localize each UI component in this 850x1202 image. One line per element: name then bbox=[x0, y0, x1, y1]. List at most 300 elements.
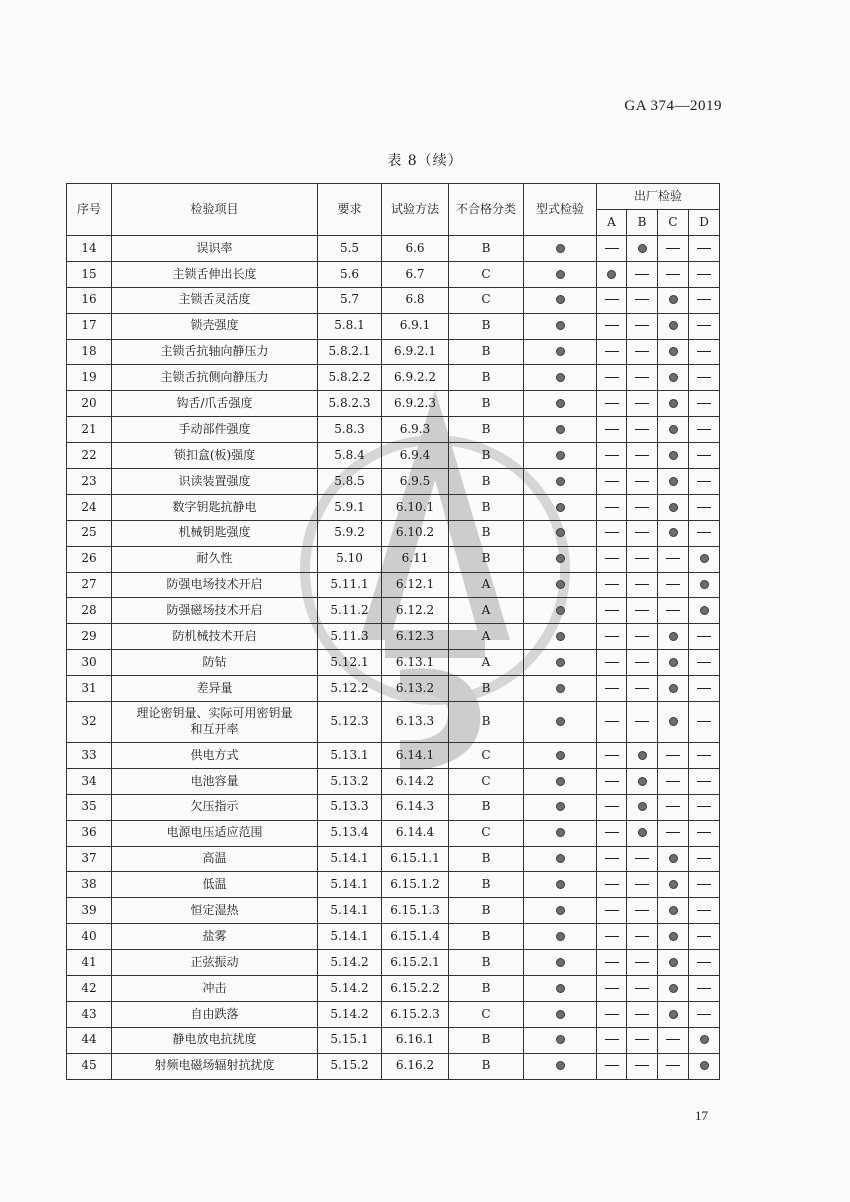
cell-seq: 16 bbox=[67, 287, 112, 313]
cell-mark-d bbox=[689, 650, 720, 676]
cell-seq: 24 bbox=[67, 494, 112, 520]
cell-method: 6.9.2.2 bbox=[382, 365, 449, 391]
cell-nonconform: B bbox=[449, 469, 524, 495]
cell-mark-b bbox=[627, 572, 658, 598]
cell-mark-a bbox=[597, 520, 627, 546]
cell-mark-d bbox=[689, 365, 720, 391]
cell-mark-d bbox=[689, 520, 720, 546]
filled-dot-icon bbox=[556, 854, 565, 863]
cell-mark-b bbox=[627, 676, 658, 702]
cell-nonconform: B bbox=[449, 976, 524, 1002]
cell-nonconform: B bbox=[449, 794, 524, 820]
cell-mark-a bbox=[597, 676, 627, 702]
cell-mark-d bbox=[689, 872, 720, 898]
filled-dot-icon bbox=[669, 373, 678, 382]
cell-nonconform: B bbox=[449, 417, 524, 443]
cell-mark-d bbox=[689, 417, 720, 443]
cell-mark-d bbox=[689, 572, 720, 598]
dash-icon bbox=[605, 455, 619, 456]
col-header-b: B bbox=[627, 210, 658, 236]
dash-icon bbox=[697, 662, 711, 663]
cell-mark-c bbox=[658, 743, 689, 769]
cell-mark-t bbox=[524, 924, 597, 950]
cell-seq: 34 bbox=[67, 768, 112, 794]
dash-icon bbox=[605, 377, 619, 378]
cell-mark-c bbox=[658, 339, 689, 365]
cell-mark-d bbox=[689, 676, 720, 702]
dash-icon bbox=[635, 299, 649, 300]
cell-mark-t bbox=[524, 313, 597, 339]
cell-mark-d bbox=[689, 768, 720, 794]
cell-requirement: 5.11.2 bbox=[318, 598, 382, 624]
page-number: 17 bbox=[695, 1108, 708, 1123]
cell-nonconform: A bbox=[449, 572, 524, 598]
cell-method: 6.13.2 bbox=[382, 676, 449, 702]
cell-mark-t bbox=[524, 339, 597, 365]
cell-nonconform: B bbox=[449, 391, 524, 417]
cell-mark-b bbox=[627, 598, 658, 624]
cell-mark-d bbox=[689, 443, 720, 469]
inspection-table bbox=[66, 183, 720, 1080]
cell-item: 主锁舌伸出长度 bbox=[112, 261, 318, 287]
cell-mark-c bbox=[658, 872, 689, 898]
cell-requirement: 5.14.2 bbox=[318, 976, 382, 1002]
filled-dot-icon bbox=[556, 373, 565, 382]
cell-mark-t bbox=[524, 898, 597, 924]
filled-dot-icon bbox=[556, 684, 565, 693]
cell-mark-b bbox=[627, 261, 658, 287]
cell-mark-c bbox=[658, 365, 689, 391]
cell-nonconform: B bbox=[449, 676, 524, 702]
cell-mark-c bbox=[658, 494, 689, 520]
filled-dot-icon bbox=[669, 321, 678, 330]
filled-dot-icon bbox=[669, 684, 678, 693]
cell-method: 6.10.2 bbox=[382, 520, 449, 546]
cell-requirement: 5.6 bbox=[318, 261, 382, 287]
cell-seq: 36 bbox=[67, 820, 112, 846]
table-row bbox=[67, 572, 720, 598]
cell-mark-b bbox=[627, 313, 658, 339]
dash-icon bbox=[605, 781, 619, 782]
cell-mark-a bbox=[597, 261, 627, 287]
cell-item: 供电方式 bbox=[112, 743, 318, 769]
cell-mark-a bbox=[597, 391, 627, 417]
cell-item: 高温 bbox=[112, 846, 318, 872]
cell-item: 防强电场技术开启 bbox=[112, 572, 318, 598]
cell-seq: 30 bbox=[67, 650, 112, 676]
dash-icon bbox=[605, 429, 619, 430]
dash-icon bbox=[666, 610, 680, 611]
cell-mark-a bbox=[597, 443, 627, 469]
dash-icon bbox=[697, 1014, 711, 1015]
cell-nonconform: C bbox=[449, 1001, 524, 1027]
cell-nonconform: B bbox=[449, 1027, 524, 1053]
table-row bbox=[67, 846, 720, 872]
table-row bbox=[67, 624, 720, 650]
cell-mark-b bbox=[627, 820, 658, 846]
dash-icon bbox=[605, 806, 619, 807]
filled-dot-icon bbox=[669, 425, 678, 434]
dash-icon bbox=[697, 755, 711, 756]
cell-nonconform: C bbox=[449, 743, 524, 769]
dash-icon bbox=[635, 274, 649, 275]
filled-dot-icon bbox=[669, 958, 678, 967]
dash-icon bbox=[697, 351, 711, 352]
cell-mark-c bbox=[658, 417, 689, 443]
cell-mark-d bbox=[689, 236, 720, 262]
cell-mark-d bbox=[689, 391, 720, 417]
cell-nonconform: B bbox=[449, 313, 524, 339]
cell-mark-b bbox=[627, 391, 658, 417]
cell-mark-d bbox=[689, 546, 720, 572]
col-header-nonconform: 不合格分类 bbox=[449, 184, 524, 236]
dash-icon bbox=[697, 806, 711, 807]
dash-icon bbox=[635, 936, 649, 937]
cell-item: 钩舌/爪舌强度 bbox=[112, 391, 318, 417]
filled-dot-icon bbox=[556, 399, 565, 408]
cell-nonconform: C bbox=[449, 261, 524, 287]
filled-dot-icon bbox=[556, 717, 565, 726]
cell-item: 锁扣盒(板)强度 bbox=[112, 443, 318, 469]
cell-mark-d bbox=[689, 287, 720, 313]
cell-mark-c bbox=[658, 469, 689, 495]
cell-nonconform: A bbox=[449, 650, 524, 676]
cell-mark-b bbox=[627, 768, 658, 794]
cell-mark-d bbox=[689, 924, 720, 950]
dash-icon bbox=[605, 832, 619, 833]
filled-dot-icon bbox=[669, 854, 678, 863]
dash-icon bbox=[605, 351, 619, 352]
cell-seq: 23 bbox=[67, 469, 112, 495]
filled-dot-icon bbox=[669, 1010, 678, 1019]
cell-method: 6.15.2.3 bbox=[382, 1001, 449, 1027]
cell-mark-b bbox=[627, 1027, 658, 1053]
cell-mark-b bbox=[627, 743, 658, 769]
table-row bbox=[67, 236, 720, 262]
cell-mark-d bbox=[689, 950, 720, 976]
cell-mark-c bbox=[658, 624, 689, 650]
col-header-seq: 序号 bbox=[67, 184, 112, 236]
filled-dot-icon bbox=[556, 580, 565, 589]
cell-item: 手动部件强度 bbox=[112, 417, 318, 443]
cell-method: 6.15.1.3 bbox=[382, 898, 449, 924]
dash-icon bbox=[666, 1039, 680, 1040]
cell-mark-a bbox=[597, 365, 627, 391]
cell-nonconform: B bbox=[449, 443, 524, 469]
cell-mark-b bbox=[627, 624, 658, 650]
table-body bbox=[67, 236, 720, 1080]
cell-requirement: 5.10 bbox=[318, 546, 382, 572]
cell-item: 防钻 bbox=[112, 650, 318, 676]
cell-mark-a bbox=[597, 1001, 627, 1027]
cell-mark-a bbox=[597, 650, 627, 676]
filled-dot-icon bbox=[669, 658, 678, 667]
filled-dot-icon bbox=[638, 802, 647, 811]
filled-dot-icon bbox=[669, 451, 678, 460]
cell-seq: 22 bbox=[67, 443, 112, 469]
cell-item: 主锁舌灵活度 bbox=[112, 287, 318, 313]
cell-nonconform: B bbox=[449, 846, 524, 872]
cell-mark-c bbox=[658, 898, 689, 924]
dash-icon bbox=[697, 325, 711, 326]
filled-dot-icon bbox=[556, 1061, 565, 1070]
dash-icon bbox=[605, 688, 619, 689]
dash-icon bbox=[635, 584, 649, 585]
col-header-factory: 出厂检验 bbox=[597, 184, 720, 210]
filled-dot-icon bbox=[669, 632, 678, 641]
cell-method: 6.14.3 bbox=[382, 794, 449, 820]
cell-mark-d bbox=[689, 624, 720, 650]
cell-mark-a bbox=[597, 1053, 627, 1079]
table-title: 表 8（续） bbox=[387, 153, 463, 169]
cell-mark-a bbox=[597, 417, 627, 443]
cell-item: 锁壳强度 bbox=[112, 313, 318, 339]
cell-mark-c bbox=[658, 768, 689, 794]
cell-requirement: 5.8.2.2 bbox=[318, 365, 382, 391]
cell-seq: 44 bbox=[67, 1027, 112, 1053]
cell-requirement: 5.8.2.3 bbox=[318, 391, 382, 417]
filled-dot-icon bbox=[669, 347, 678, 356]
cell-requirement: 5.15.2 bbox=[318, 1053, 382, 1079]
table-row bbox=[67, 702, 720, 743]
cell-mark-b bbox=[627, 702, 658, 743]
cell-mark-t bbox=[524, 743, 597, 769]
cell-mark-d bbox=[689, 494, 720, 520]
cell-seq: 15 bbox=[67, 261, 112, 287]
dash-icon bbox=[666, 248, 680, 249]
dash-icon bbox=[697, 532, 711, 533]
cell-mark-t bbox=[524, 598, 597, 624]
cell-mark-b bbox=[627, 520, 658, 546]
cell-mark-t bbox=[524, 1053, 597, 1079]
table-row bbox=[67, 794, 720, 820]
cell-method: 6.14.2 bbox=[382, 768, 449, 794]
cell-requirement: 5.8.1 bbox=[318, 313, 382, 339]
cell-mark-d bbox=[689, 702, 720, 743]
dash-icon bbox=[635, 558, 649, 559]
cell-mark-t bbox=[524, 365, 597, 391]
cell-requirement: 5.14.1 bbox=[318, 846, 382, 872]
cell-mark-t bbox=[524, 287, 597, 313]
filled-dot-icon bbox=[556, 777, 565, 786]
cell-mark-a bbox=[597, 469, 627, 495]
cell-mark-a bbox=[597, 313, 627, 339]
cell-requirement: 5.8.4 bbox=[318, 443, 382, 469]
cell-item: 射频电磁场辐射抗扰度 bbox=[112, 1053, 318, 1079]
cell-mark-a bbox=[597, 598, 627, 624]
dash-icon bbox=[605, 507, 619, 508]
dash-icon bbox=[635, 884, 649, 885]
cell-mark-c bbox=[658, 976, 689, 1002]
cell-mark-t bbox=[524, 261, 597, 287]
cell-item: 盐雾 bbox=[112, 924, 318, 950]
cell-mark-b bbox=[627, 976, 658, 1002]
filled-dot-icon bbox=[556, 828, 565, 837]
dash-icon bbox=[635, 481, 649, 482]
cell-mark-b bbox=[627, 287, 658, 313]
cell-mark-b bbox=[627, 872, 658, 898]
cell-mark-c bbox=[658, 650, 689, 676]
dash-icon bbox=[605, 636, 619, 637]
cell-mark-t bbox=[524, 676, 597, 702]
cell-requirement: 5.13.2 bbox=[318, 768, 382, 794]
dash-icon bbox=[635, 532, 649, 533]
cell-mark-c bbox=[658, 1001, 689, 1027]
cell-mark-c bbox=[658, 236, 689, 262]
cell-mark-c bbox=[658, 702, 689, 743]
cell-method: 6.16.2 bbox=[382, 1053, 449, 1079]
cell-method: 6.9.2.1 bbox=[382, 339, 449, 365]
cell-mark-t bbox=[524, 768, 597, 794]
cell-requirement: 5.8.3 bbox=[318, 417, 382, 443]
dash-icon bbox=[697, 403, 711, 404]
dash-icon bbox=[666, 755, 680, 756]
cell-nonconform: B bbox=[449, 1053, 524, 1079]
filled-dot-icon bbox=[556, 802, 565, 811]
cell-requirement: 5.13.4 bbox=[318, 820, 382, 846]
col-header-type-test: 型式检验 bbox=[524, 184, 597, 236]
cell-seq: 31 bbox=[67, 676, 112, 702]
cell-method: 6.16.1 bbox=[382, 1027, 449, 1053]
filled-dot-icon bbox=[556, 270, 565, 279]
table-row bbox=[67, 768, 720, 794]
cell-mark-d bbox=[689, 313, 720, 339]
cell-seq: 14 bbox=[67, 236, 112, 262]
cell-method: 6.14.4 bbox=[382, 820, 449, 846]
cell-seq: 17 bbox=[67, 313, 112, 339]
cell-method: 6.9.3 bbox=[382, 417, 449, 443]
dash-icon bbox=[635, 1065, 649, 1066]
dash-icon bbox=[697, 429, 711, 430]
cell-item: 耐久性 bbox=[112, 546, 318, 572]
dash-icon bbox=[697, 781, 711, 782]
cell-mark-a bbox=[597, 768, 627, 794]
cell-method: 6.9.5 bbox=[382, 469, 449, 495]
cell-method: 6.9.2.3 bbox=[382, 391, 449, 417]
cell-seq: 42 bbox=[67, 976, 112, 1002]
cell-mark-d bbox=[689, 743, 720, 769]
cell-mark-b bbox=[627, 236, 658, 262]
dash-icon bbox=[605, 481, 619, 482]
cell-method: 6.8 bbox=[382, 287, 449, 313]
cell-nonconform: A bbox=[449, 598, 524, 624]
dash-icon bbox=[605, 558, 619, 559]
dash-icon bbox=[605, 988, 619, 989]
cell-mark-a bbox=[597, 976, 627, 1002]
col-header-c: C bbox=[658, 210, 689, 236]
cell-item: 正弦振动 bbox=[112, 950, 318, 976]
cell-method: 6.15.1.2 bbox=[382, 872, 449, 898]
dash-icon bbox=[605, 403, 619, 404]
filled-dot-icon bbox=[638, 751, 647, 760]
cell-nonconform: B bbox=[449, 950, 524, 976]
dash-icon bbox=[666, 1065, 680, 1066]
filled-dot-icon bbox=[700, 1061, 709, 1070]
cell-requirement: 5.14.1 bbox=[318, 898, 382, 924]
dash-icon bbox=[635, 351, 649, 352]
cell-item: 差异量 bbox=[112, 676, 318, 702]
dash-icon bbox=[697, 507, 711, 508]
filled-dot-icon bbox=[556, 451, 565, 460]
table-row bbox=[67, 261, 720, 287]
table-row bbox=[67, 339, 720, 365]
table-row bbox=[67, 391, 720, 417]
cell-item bbox=[112, 702, 318, 743]
cell-item: 数字钥匙抗静电 bbox=[112, 494, 318, 520]
table-row bbox=[67, 743, 720, 769]
cell-method: 6.15.1.4 bbox=[382, 924, 449, 950]
cell-nonconform: B bbox=[449, 898, 524, 924]
dash-icon bbox=[666, 274, 680, 275]
cell-mark-a bbox=[597, 236, 627, 262]
table-row bbox=[67, 898, 720, 924]
filled-dot-icon bbox=[556, 554, 565, 563]
dash-icon bbox=[635, 636, 649, 637]
cell-mark-c bbox=[658, 1027, 689, 1053]
filled-dot-icon bbox=[556, 295, 565, 304]
cell-seq: 37 bbox=[67, 846, 112, 872]
col-header-method: 试验方法 bbox=[382, 184, 449, 236]
dash-icon bbox=[635, 721, 649, 722]
cell-requirement: 5.5 bbox=[318, 236, 382, 262]
cell-nonconform: B bbox=[449, 339, 524, 365]
cell-method: 6.9.4 bbox=[382, 443, 449, 469]
cell-method: 6.7 bbox=[382, 261, 449, 287]
cell-mark-d bbox=[689, 898, 720, 924]
dash-icon bbox=[697, 962, 711, 963]
table-row bbox=[67, 1001, 720, 1027]
filled-dot-icon bbox=[669, 477, 678, 486]
cell-mark-t bbox=[524, 976, 597, 1002]
cell-requirement: 5.13.3 bbox=[318, 794, 382, 820]
dash-icon bbox=[635, 962, 649, 963]
dash-icon bbox=[666, 806, 680, 807]
cell-seq: 29 bbox=[67, 624, 112, 650]
cell-item: 恒定湿热 bbox=[112, 898, 318, 924]
filled-dot-icon bbox=[669, 984, 678, 993]
dash-icon bbox=[605, 584, 619, 585]
cell-seq: 19 bbox=[67, 365, 112, 391]
dash-icon bbox=[605, 1065, 619, 1066]
cell-mark-d bbox=[689, 1001, 720, 1027]
table-row bbox=[67, 1027, 720, 1053]
filled-dot-icon bbox=[556, 503, 565, 512]
cell-nonconform: B bbox=[449, 924, 524, 950]
cell-mark-t bbox=[524, 1027, 597, 1053]
cell-seq: 18 bbox=[67, 339, 112, 365]
filled-dot-icon bbox=[700, 554, 709, 563]
cell-seq: 45 bbox=[67, 1053, 112, 1079]
cell-mark-c bbox=[658, 1053, 689, 1079]
filled-dot-icon bbox=[669, 880, 678, 889]
cell-mark-a bbox=[597, 702, 627, 743]
cell-mark-a bbox=[597, 339, 627, 365]
cell-nonconform: A bbox=[449, 624, 524, 650]
cell-mark-b bbox=[627, 339, 658, 365]
cell-seq: 21 bbox=[67, 417, 112, 443]
cell-requirement: 5.11.1 bbox=[318, 572, 382, 598]
cell-nonconform: B bbox=[449, 365, 524, 391]
table-row bbox=[67, 1053, 720, 1079]
dash-icon bbox=[635, 688, 649, 689]
cell-mark-c bbox=[658, 676, 689, 702]
filled-dot-icon bbox=[669, 528, 678, 537]
dash-icon bbox=[697, 858, 711, 859]
cell-item: 欠压指示 bbox=[112, 794, 318, 820]
cell-method: 6.15.1.1 bbox=[382, 846, 449, 872]
dash-icon bbox=[697, 884, 711, 885]
cell-mark-t bbox=[524, 950, 597, 976]
